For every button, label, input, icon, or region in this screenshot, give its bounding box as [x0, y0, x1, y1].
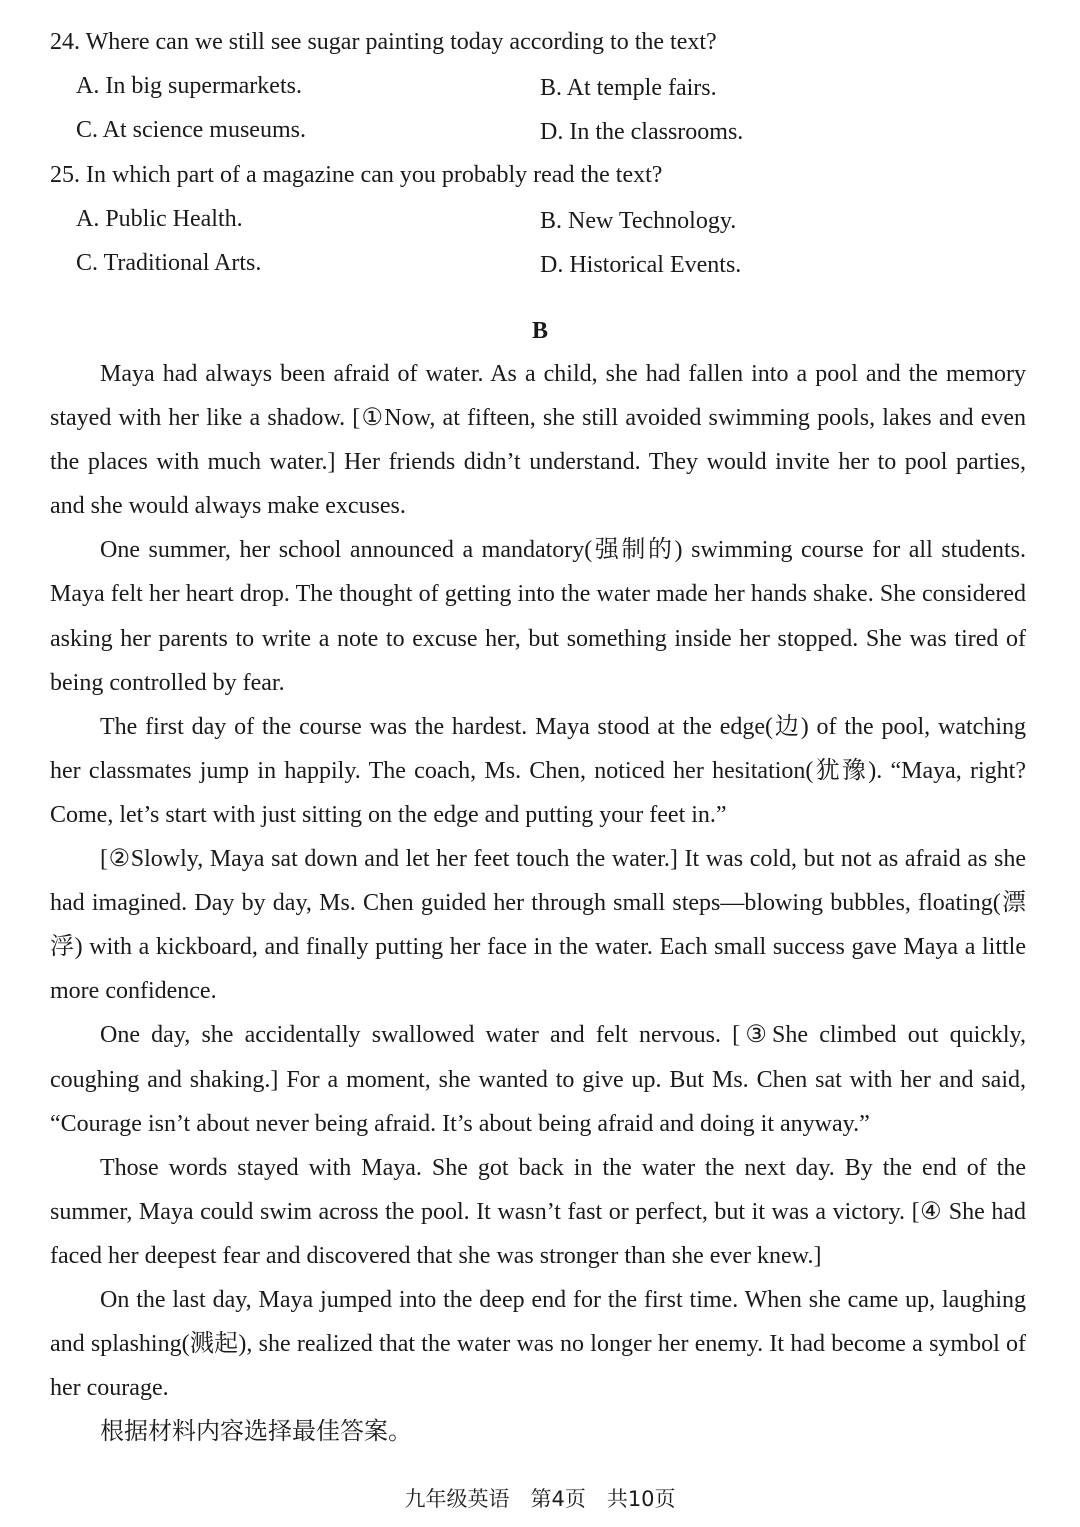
passage-paragraph-2: One summer, her school announced a mandatory(强制的) swimming course for all students. Maya felt her heart drop. The thought of getting into the water made her hands shake. She considered asking her parents to write a note to excuse her, but something inside her stopped. She was tired of being controlled by fear.: [50, 537, 1026, 696]
instruction-text: 根据材料内容选择最佳答案。: [100, 1417, 412, 1445]
passage-paragraph-5: One day, she accidentally swallowed water and felt nervous. [③She climbed out quickly, coughing and shaking.] For a moment, she wanted to give up. But Ms. Chen sat with her and said, “Courage isn’t about never being afraid. It’s about being afraid and doing it anyway.”: [50, 1022, 1026, 1137]
passage-paragraph-3: The first day of the course was the hardest. Maya stood at the edge(边) of the pool, watching her classmates jump in happily. The coach, Ms. Chen, noticed her hesitation(犹豫). “Maya, right? Come, let’s start with just sitting on the edge and putting your feet in.”: [50, 713, 1026, 828]
question-24-option-a: A. In big supermarkets.: [76, 73, 302, 99]
question-24-option-d: D. In the classrooms.: [540, 119, 744, 145]
question-25-option-c: C. Traditional Arts.: [76, 250, 262, 276]
question-24-option-b: B. At temple fairs.: [540, 75, 717, 101]
question-25-option-d: D. Historical Events.: [540, 252, 742, 278]
passage-paragraph-7: On the last day, Maya jumped into the deep end for the first time. When she came up, laughing and splashing(溅起), she realized that the water was no longer her enemy. It had become a symbol of her courage.: [50, 1286, 1026, 1402]
section-heading: B: [531, 318, 548, 344]
question-25-option-b: B. New Technology.: [540, 208, 737, 234]
question-24-option-c: C. At science museums.: [76, 117, 306, 143]
passage-paragraph-1: Maya had always been afraid of water. As a child, she had fallen into a pool and the memory stayed with her like a shadow. [①Now, at fifteen, she still avoided swimming pools, lakes and even the places with much water.] Her friends didn’t understand. They would invite her to pool parties, and she would always make excuses.: [50, 361, 1026, 520]
question-25-stem: 25. In which part of a magazine can you probably read the text?: [50, 162, 663, 188]
reading-passage: [50, 352, 1026, 1410]
question-24-stem: 24. Where can we still see sugar painting today according to the text?: [50, 29, 717, 55]
page-footer: 九年级英语 第4页 共10页: [404, 1487, 676, 1511]
passage-paragraph-6: Those words stayed with Maya. She got back in the water the next day. By the end of the summer, Maya could swim across the pool. It wasn’t fast or perfect, but it was a victory. [④ She had faced her deepest fear and discovered that she was stronger than she ever knew.]: [50, 1154, 1026, 1269]
passage-paragraph-4: [②Slowly, Maya sat down and let her feet touch the water.] It was cold, but not as afraid as she had imagined. Day by day, Ms. Chen guided her through small steps—blowing bubbles, floating(漂浮) with a kickboard, and finally putting her face in the water. Each small success gave Maya a little more confidence.: [50, 846, 1026, 1005]
question-25-option-a: A. Public Health.: [76, 206, 243, 232]
